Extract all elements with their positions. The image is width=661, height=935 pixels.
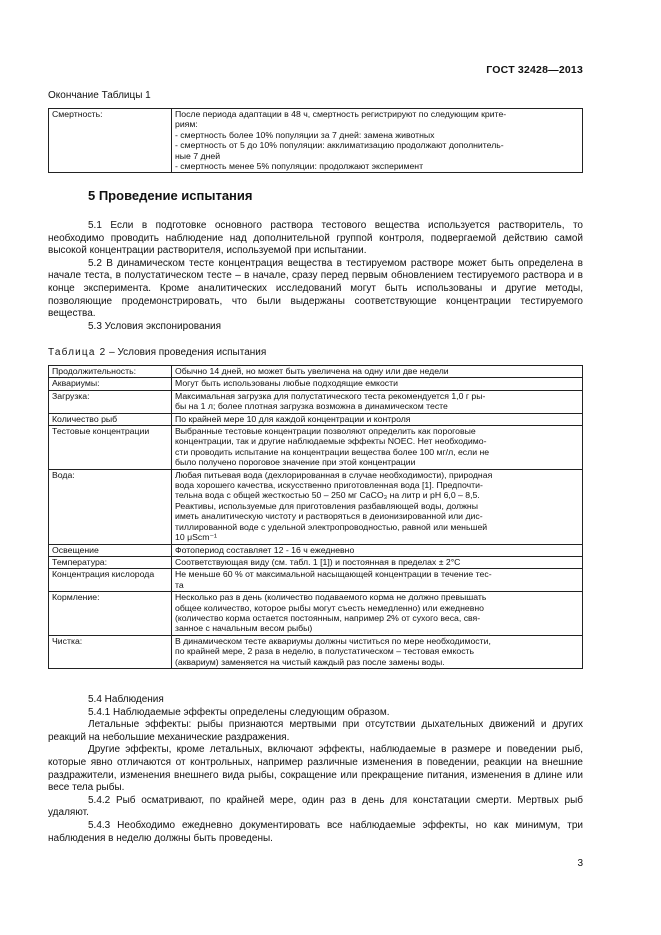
table2-caption-prefix: Таблица 2 <box>48 347 107 358</box>
table2-label-cell: Чистка: <box>49 635 172 668</box>
table2-label-cell: Продолжительность: <box>49 366 172 378</box>
paragraph: 5.2 В динамическом тесте концентрация вещества в тестируемом растворе может быть определена в начале теста, в полустатическом тесте – в начале, сразу перед первым обновлением тестируемого раствора и в конце эксперимента. Кроме аналитических исследований могут быть использованы и другие методы, позволяющие продемонстрировать, что были выдержаны соответствующие концентрации тестируемого вещества. <box>48 257 583 320</box>
section-body <box>48 220 583 333</box>
paragraph: 5.1 Если в подготовке основного раствора тестового вещества используется растворитель, то необходимо проводить наблюдение над дополнительной группой контроля, подвергаемой действию самой высокой концентрации растворителя, используемой при испытании. <box>48 220 583 257</box>
table2-text-cell: Не меньше 60 % от максимальной насыщающей концентрации в течение тес- та <box>172 569 583 592</box>
table1-text-line: - смертность от 5 до 10% популяции: акклиматизацию продолжают дополнитель- <box>175 140 504 151</box>
table1-text-line: ные 7 дней <box>175 150 221 161</box>
table2-text-cell: В динамическом тесте аквариумы должны чиститься по мере необходимости, по крайней мере, 2 раза в неделю, в полустатическом – тестовая емкость (аквариум) заменяется на чистый каждый раз после замены воды. <box>172 635 583 668</box>
table2-label-cell: Тестовые концентрации <box>49 426 172 470</box>
table2-label-cell: Количество рыб <box>49 413 172 425</box>
document-code: ГОСТ 32428—2013 <box>486 64 583 76</box>
table2-text-cell: Выбранные тестовые концентрации позволяют определить как пороговые концентрации, так и другие наблюдаемые эффекты NOEC. Нет необходимо- сти проводить испытание на концентрации вещества более 100 мг/л, если не было получено пороговое значение при этой концентрации <box>172 426 583 470</box>
table2-text-cell: Несколько раз в день (количество подаваемого корма не должно превышать общее количество, которое рыбы могут съесть немедленно) или ежедневно (количество корма остается постоянным, например 2% от сухого веса, свя- занное с начальным весом рыбы) <box>172 592 583 636</box>
table1-text-line: После периода адаптации в 48 ч, смертность регистрируют по следующим крите- <box>175 109 507 119</box>
table-row <box>49 592 583 636</box>
table-row <box>49 544 583 556</box>
table-row <box>49 378 583 390</box>
table2-text-cell: Могут быть использованы любые подходящие емкости <box>172 378 583 390</box>
table2-label-cell: Температура: <box>49 556 172 568</box>
table2 <box>48 365 583 669</box>
table2-text-cell: Обычно 14 дней, но может быть увеличена на одну или две недели <box>172 366 583 378</box>
observations-body <box>48 694 583 845</box>
paragraph: 5.4 Наблюдения <box>88 694 164 705</box>
table2-text-cell: Любая питьевая вода (дехлорированная в случае необходимости), природная вода хорошего качества, искусственно приготовленная вода [1]. Предпочти- тельна вода с общей жесткостью 50 – 250 мг CaCO₃ на литр и pH 6,0 – 8,5. Реактивы, используемые для приготовления разбавляющей воды, должны иметь аналитическую чистоту и растворяться в деионизированной или дис- тиллированной воде с удельной электропроводностью, равной или меньшей 10 μScm⁻¹ <box>172 469 583 544</box>
table1-text-line: - смертность более 10% популяции за 7 дней: замена животных <box>175 129 435 140</box>
table1 <box>48 108 583 173</box>
table2-text-cell: По крайней мере 10 для каждой концентрации и контроля <box>172 413 583 425</box>
table-row <box>49 469 583 544</box>
table1-label-cell: Смертность: <box>49 109 172 173</box>
table1-text-cell <box>172 109 583 173</box>
paragraph: 5.4.2 Рыб осматривают, по крайней мере, один раз в день для констатации смерти. Мертвых рыб удаляют. <box>48 794 583 819</box>
section-title: 5 Проведение испытания <box>88 188 253 203</box>
paragraph: 5.3 Условия экспонирования <box>88 320 222 332</box>
table2-text-cell: Максимальная загрузка для полустатического теста рекомендуется 1,0 г ры- бы на 1 л; более плотная загрузка возможна в динамическом тесте <box>172 390 583 413</box>
table-row <box>49 390 583 413</box>
table2-label-cell: Аквариумы: <box>49 378 172 390</box>
table2-label-cell: Кормление: <box>49 592 172 636</box>
paragraph: 5.4.1 Наблюдаемые эффекты определены следующим образом. <box>88 706 390 718</box>
table2-caption <box>48 347 266 358</box>
table2-label-cell: Загрузка: <box>49 390 172 413</box>
table2-text-cell: Фотопериод составляет 12 - 16 ч ежедневно <box>172 544 583 556</box>
page-number: 3 <box>577 858 583 869</box>
table-row <box>49 635 583 668</box>
table2-caption-rest: – Условия проведения испытания <box>106 347 267 358</box>
table2-label-cell: Освещение <box>49 544 172 556</box>
paragraph: Летальные эффекты: рыбы признаются мертвыми при отсутствии дыхательных движений и других реакций на небольшие механические раздражения. <box>48 719 583 743</box>
table-row <box>49 413 583 425</box>
table2-label-cell: Вода: <box>49 469 172 544</box>
table2-text-cell: Соответствующая виду (см. табл. 1 [1]) и постоянная в пределах ± 2°С <box>172 556 583 568</box>
table1-text-line: - смертность менее 5% популяции: продолжают эксперимент <box>175 161 424 172</box>
table1-text-line: риям: <box>175 119 198 130</box>
table-row <box>49 556 583 568</box>
table-row <box>49 426 583 470</box>
table-row <box>49 366 583 378</box>
table-row <box>49 569 583 592</box>
table2-label-cell: Концентрация кислорода <box>49 569 172 592</box>
table-row <box>49 109 583 173</box>
paragraph: Другие эффекты, кроме летальных, включают эффекты, наблюдаемые в размере и поведении рыб, которые явно отличаются от контрольных, например различные изменения в поведении, реакции на внешние раздражители, изменения внешнего вида рыбы, сокращение или прекращение питания, изменения в длине или весе тела рыбы. <box>48 744 583 794</box>
paragraph: 5.4.3 Необходимо ежедневно документировать все наблюдаемые эффекты, но как минимум, три наблюдения в неделю должны быть проведены. <box>48 819 583 844</box>
table1-caption: Окончание Таблицы 1 <box>48 90 151 101</box>
